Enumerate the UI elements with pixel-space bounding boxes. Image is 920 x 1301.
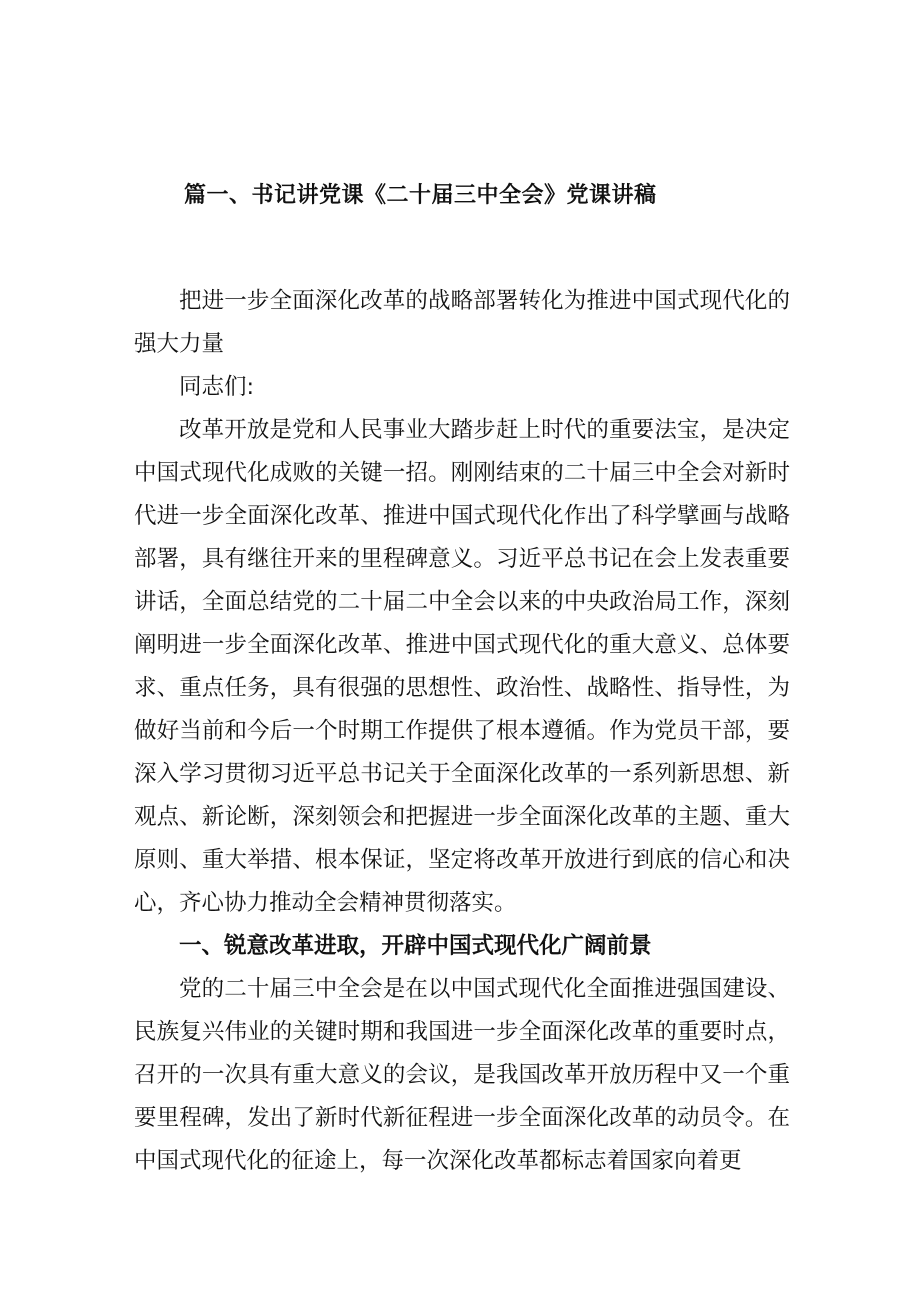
body-paragraph: 党的二十届三中全会是在以中国式现代化全面推进强国建设、民族复兴伟业的关键时期和我国进一步全面深化改革的重要时点，召开的一次具有重大意义的会议，是我国改革开放历程中又一个重要里程碑，发出了新时代新征程进一步全面深化改革的动员令。在中国式现代化的征途上，每一次深化改革都标志着国家向着更 — [134, 976, 790, 1174]
section-heading: 一、锐意改革进取，开辟中国式现代化广阔前景 — [179, 933, 652, 959]
body-paragraph: 改革开放是党和人民事业大踏步赶上时代的重要法宝，是决定中国式现代化成败的关键一招。刚刚结束的二十届三中全会对新时代进一步全面深化改革、推进中国式现代化作出了科学擘画与战略部署，具有继往开来的里程碑意义。习近平总书记在会上发表重要讲话，全面总结党的二十届二中全会以来的中央政治局工作，深刻阐明进一步全面深化改革、推进中国式现代化的重大意义、总体要求、重点任务，具有很强的思想性、政治性、战略性、指导性，为做好当前和今后一个时期工作提供了根本遵循。作为党员干部，要深入学习贯彻习近平总书记关于全面深化改革的一系列新思想、新观点、新论断，深刻领会和把握进一步全面深化改革的主题、重大原则、重大举措、根本保证，坚定将改革开放进行到底的信心和决心，齐心协力推动全会精神贯彻落实。 — [134, 417, 790, 916]
subtitle-paragraph: 把进一步全面深化改革的战略部署转化为推进中国式现代化的强大力量 — [134, 288, 790, 357]
document-body — [134, 280, 790, 1183]
salutation-paragraph: 同志们: — [179, 374, 255, 400]
document-title: 篇一、书记讲党课《二十届三中全会》党课讲稿 — [184, 183, 657, 208]
